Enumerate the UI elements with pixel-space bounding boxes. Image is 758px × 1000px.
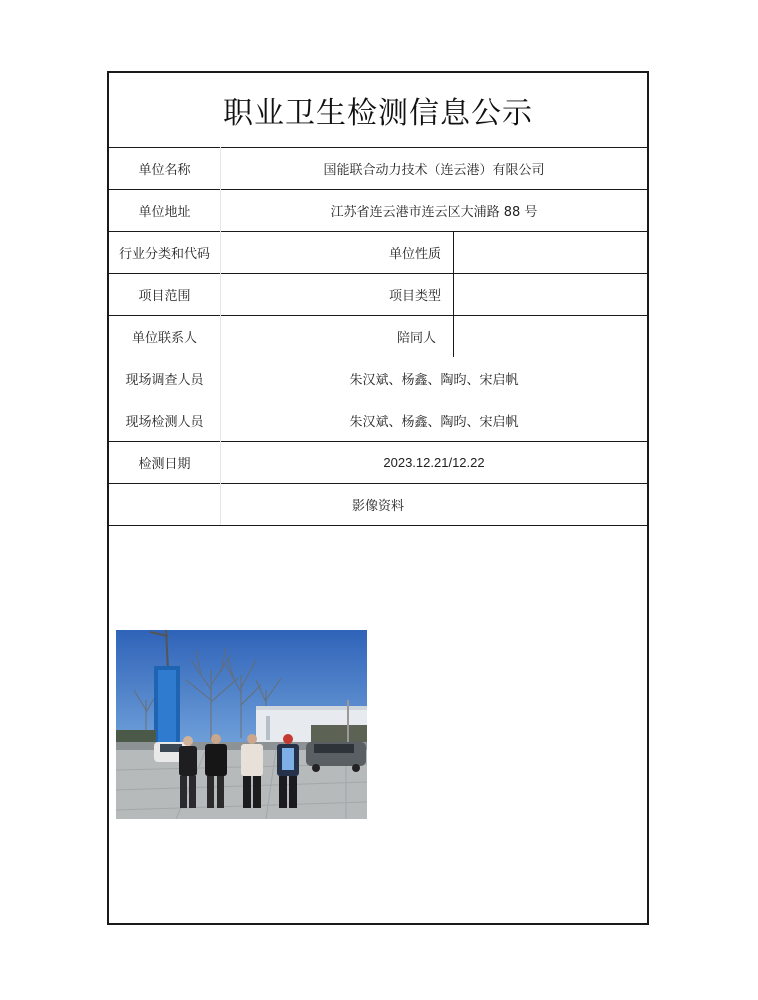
site-photo-image <box>116 630 367 819</box>
project-scope-label: 项目范围 <box>138 289 191 304</box>
images-section-label: 影像资料 <box>351 499 404 514</box>
site-photo <box>116 630 367 819</box>
unit-address-value: 江苏省连云港市连云区大浦路 88 号 <box>330 205 538 220</box>
escort-value <box>454 316 647 357</box>
unit-nature-label: 单位性质 <box>388 247 441 262</box>
test-date-label: 检测日期 <box>138 457 191 472</box>
contact-label: 单位联系人 <box>131 331 197 346</box>
unit-name-value: 国能联合动力技术（连云港）有限公司 <box>323 163 545 178</box>
unit-nature-value <box>454 232 647 273</box>
unit-name-label: 单位名称 <box>138 163 191 178</box>
survey-staff-value: 朱汉斌、杨鑫、陶昀、宋启帆 <box>349 373 519 388</box>
test-date-value: 2023.12.21/12.22 <box>383 455 485 470</box>
unit-address-label: 单位地址 <box>138 205 191 220</box>
testing-staff-label: 现场检测人员 <box>125 415 204 430</box>
industry-label: 行业分类和代码 <box>118 247 210 262</box>
disclosure-form <box>107 71 649 925</box>
testing-staff-value: 朱汉斌、杨鑫、陶昀、宋启帆 <box>349 415 519 430</box>
escort-label: 陪同人 <box>396 331 436 346</box>
project-type-value <box>454 274 647 315</box>
page-title: 职业卫生检测信息公示 <box>223 96 533 131</box>
survey-staff-label: 现场调查人员 <box>125 373 204 388</box>
project-type-label: 项目类型 <box>388 289 441 304</box>
row-divider <box>109 525 647 526</box>
